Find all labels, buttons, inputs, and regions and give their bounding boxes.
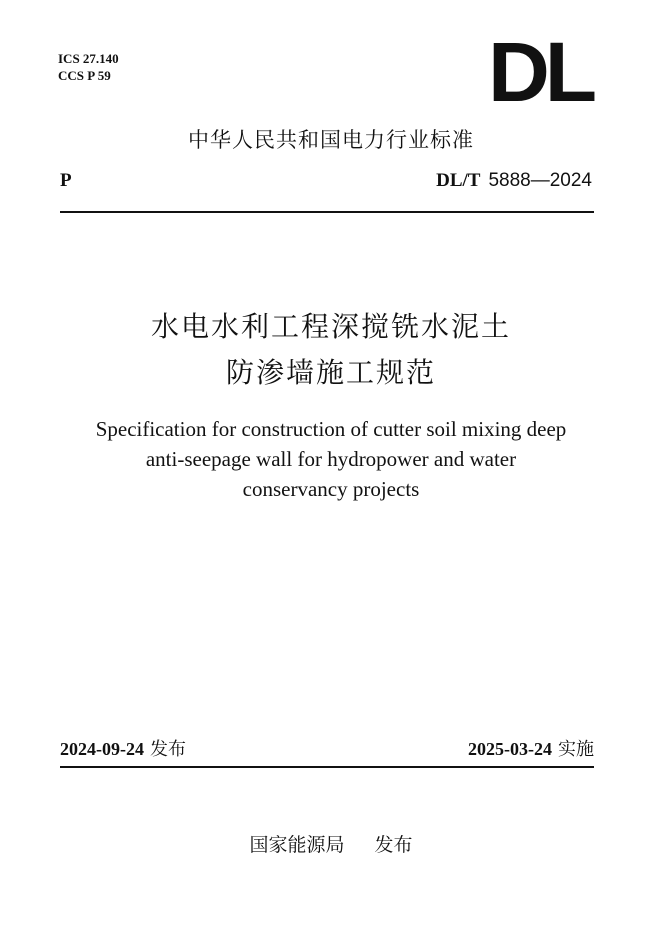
english-title-line-3: conservancy projects (242, 477, 420, 501)
standard-prefix: DL/T (436, 170, 481, 191)
chinese-title-line-1: 水电水利工程深搅铣水泥土 (150, 310, 511, 343)
issue-date-value: 2024-09-24 (60, 739, 144, 759)
ics-code: ICS 27.140 (58, 51, 119, 66)
publisher-name: 国家能源局 (249, 834, 345, 856)
chinese-title (0, 304, 662, 396)
classification-codes (58, 50, 119, 84)
english-title-line-1: Specification for construction of cutter soil mixing deep (95, 417, 567, 441)
organization-title: 中华人民共和国电力行业标准 (188, 128, 474, 152)
standard-code: 5888—2024 (488, 170, 592, 191)
publisher (0, 830, 662, 857)
dl-logo: DL (488, 25, 593, 119)
issue-date-label: 发布 (150, 739, 186, 760)
implementation-date-label: 实施 (558, 739, 594, 760)
standard-number (436, 170, 592, 192)
issue-date (60, 735, 186, 761)
english-title (0, 414, 662, 504)
implementation-date-value: 2025-03-24 (468, 739, 552, 759)
implementation-date (468, 735, 594, 761)
english-title-line-2: anti-seepage wall for hydropower and water (145, 447, 517, 471)
category-letter: P (60, 170, 72, 191)
publisher-label: 发布 (374, 834, 413, 856)
top-divider (60, 211, 594, 213)
bottom-divider (60, 766, 594, 768)
chinese-title-line-2: 防渗墙施工规范 (225, 356, 436, 389)
ccs-code: CCS P 59 (58, 68, 111, 83)
